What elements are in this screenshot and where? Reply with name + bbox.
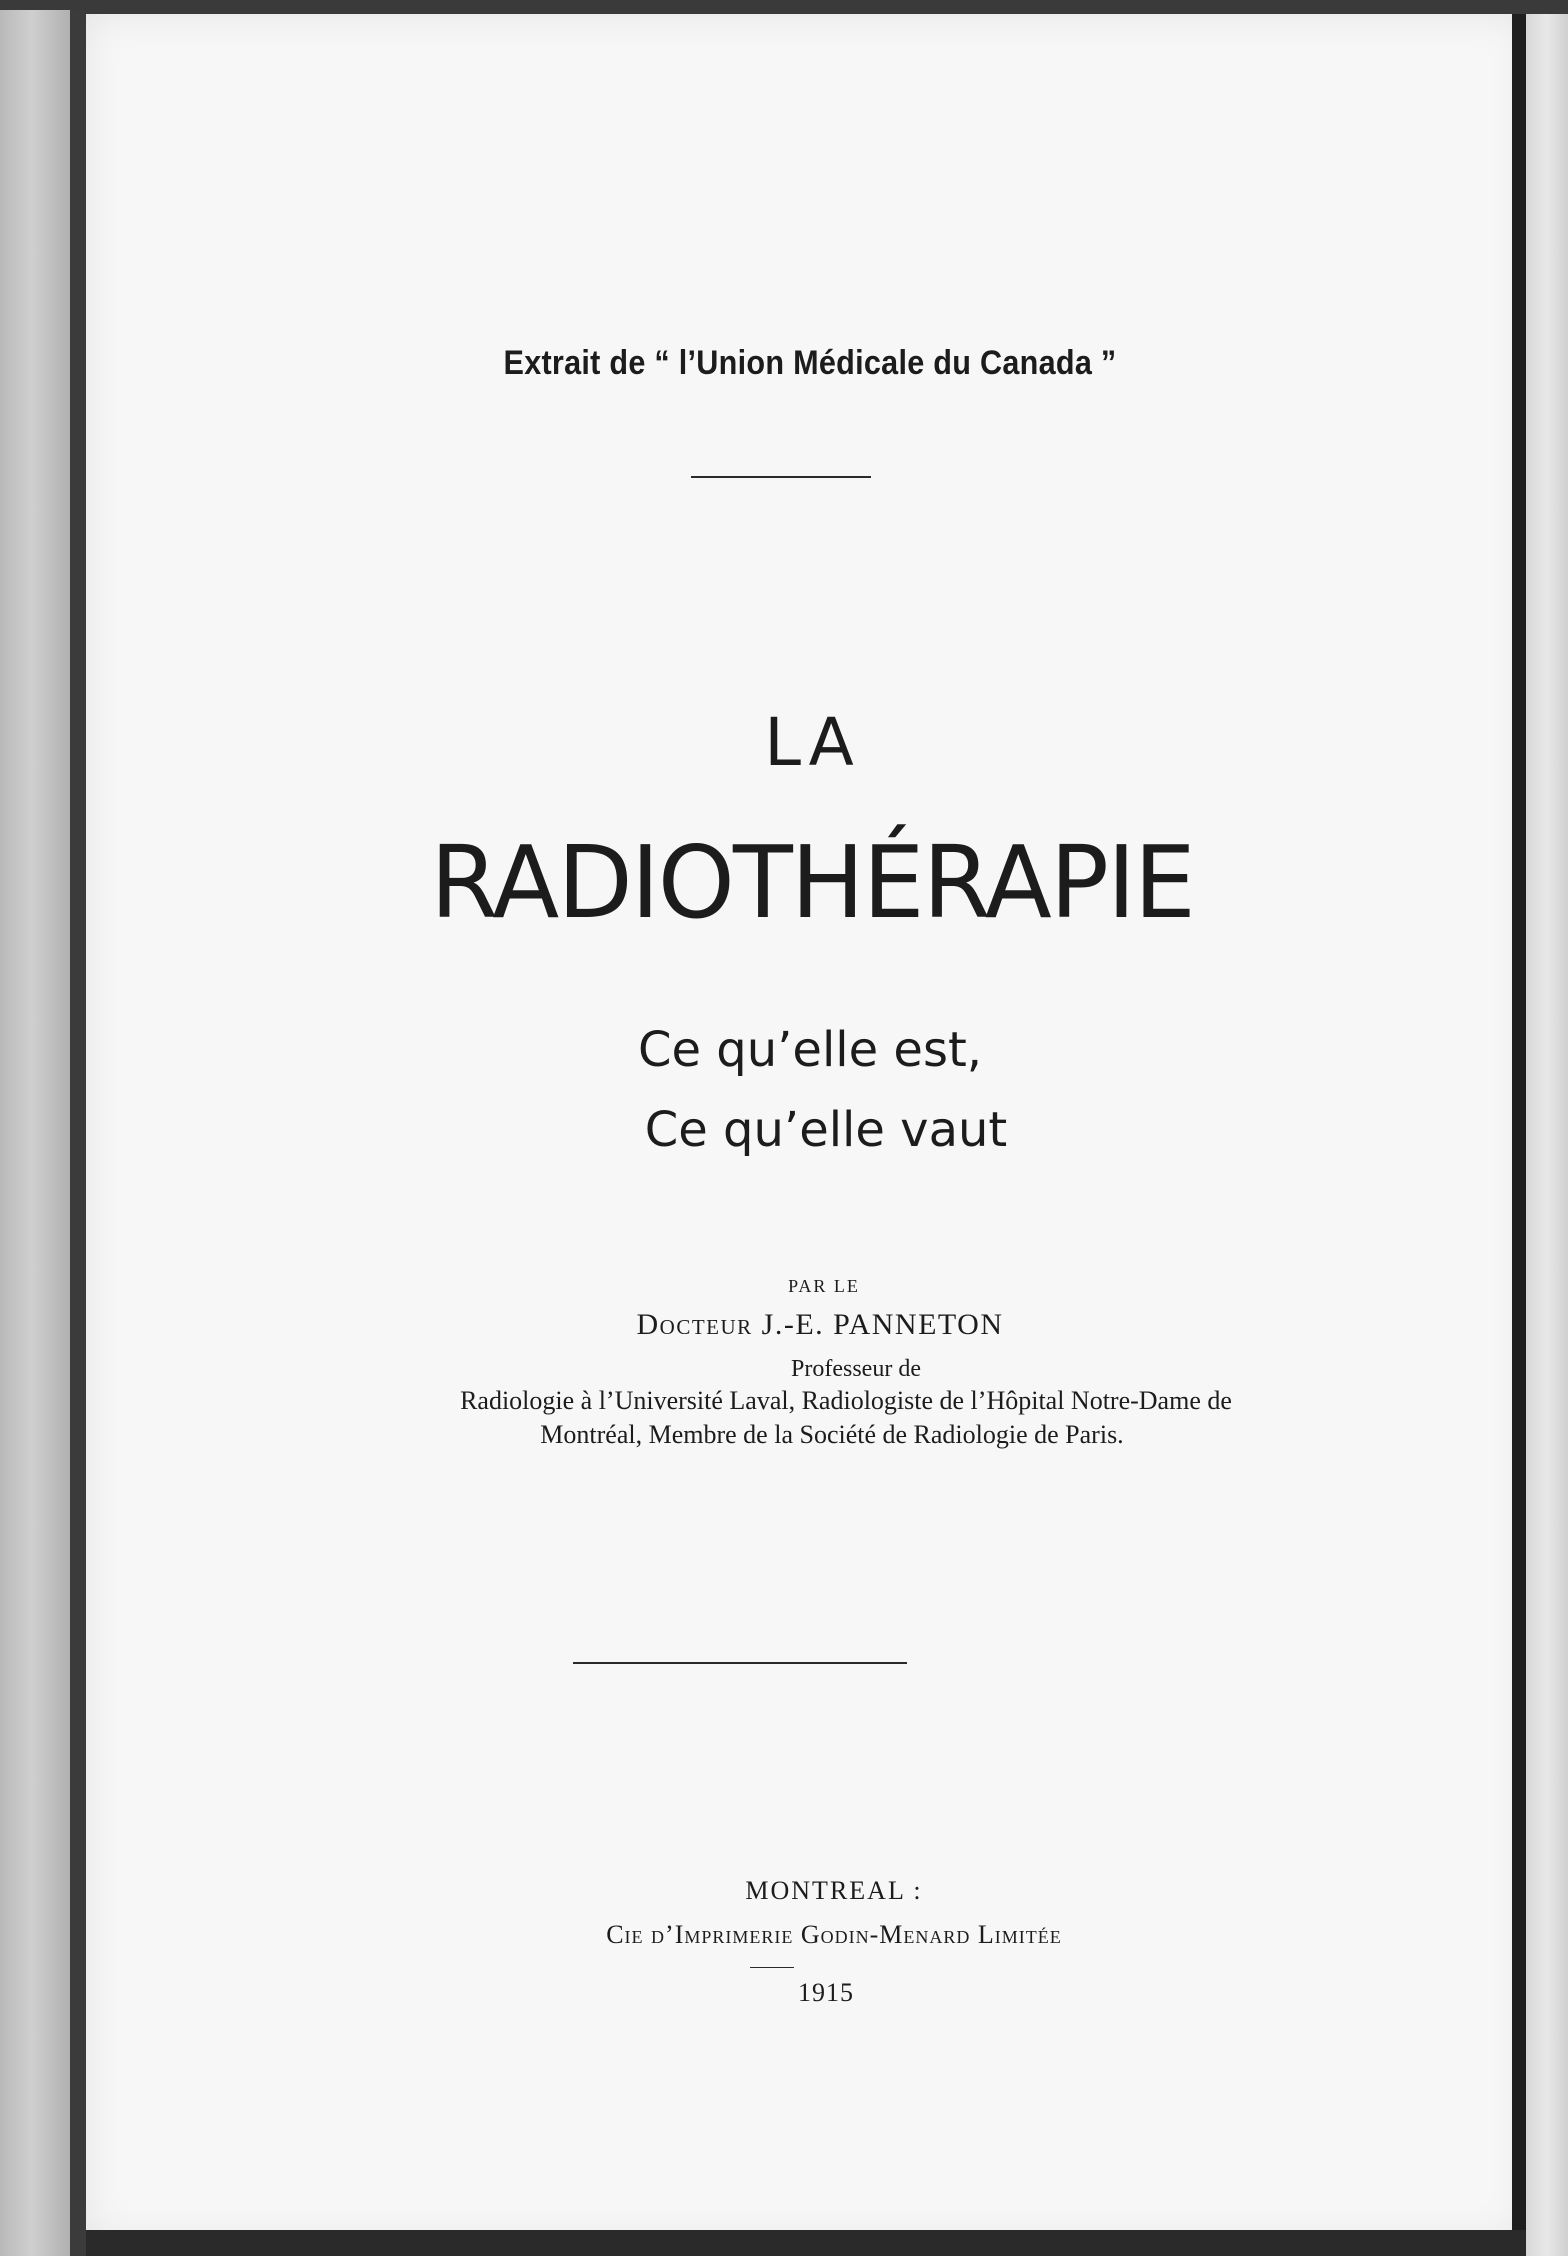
by-line: PAR LE	[788, 1276, 860, 1296]
printer-name: Cie d’Imprimerie Godin-Menard Limitée	[606, 1920, 1062, 1949]
publication-year: 1915	[798, 1978, 854, 2007]
title-page	[86, 14, 1526, 2239]
page-edge-shadow	[1512, 14, 1526, 2244]
subtitle-line-2: Ce qu’elle vaut	[644, 1102, 1008, 1158]
subtitle-line-1: Ce qu’elle est,	[637, 1022, 983, 1078]
title-article: LA	[764, 704, 860, 781]
extract-line: Extrait de “ l’Union Médicale du Canada ”	[503, 344, 1117, 382]
year-divider	[750, 1967, 794, 1968]
author-title: Professeur de	[791, 1356, 921, 1382]
bottom-scan-edge	[86, 2230, 1526, 2256]
main-title: RADIOTHÉRAPIE	[430, 824, 1194, 941]
book-gutter-shadow	[70, 10, 86, 2256]
author-name: Docteur J.-E. PANNETON	[636, 1308, 1004, 1341]
next-page-edge	[1526, 14, 1568, 2256]
affiliation-line-2: Montréal, Membre de la Société de Radiologie de Paris.	[540, 1420, 1124, 1449]
affiliation-line-1: Radiologie à l’Université Laval, Radiologiste de l’Hôpital Notre-Dame de	[460, 1386, 1232, 1415]
top-divider	[691, 476, 871, 478]
publication-city: MONTREAL :	[745, 1876, 923, 1905]
middle-divider	[573, 1662, 907, 1664]
book-spine-edge	[0, 10, 80, 2256]
